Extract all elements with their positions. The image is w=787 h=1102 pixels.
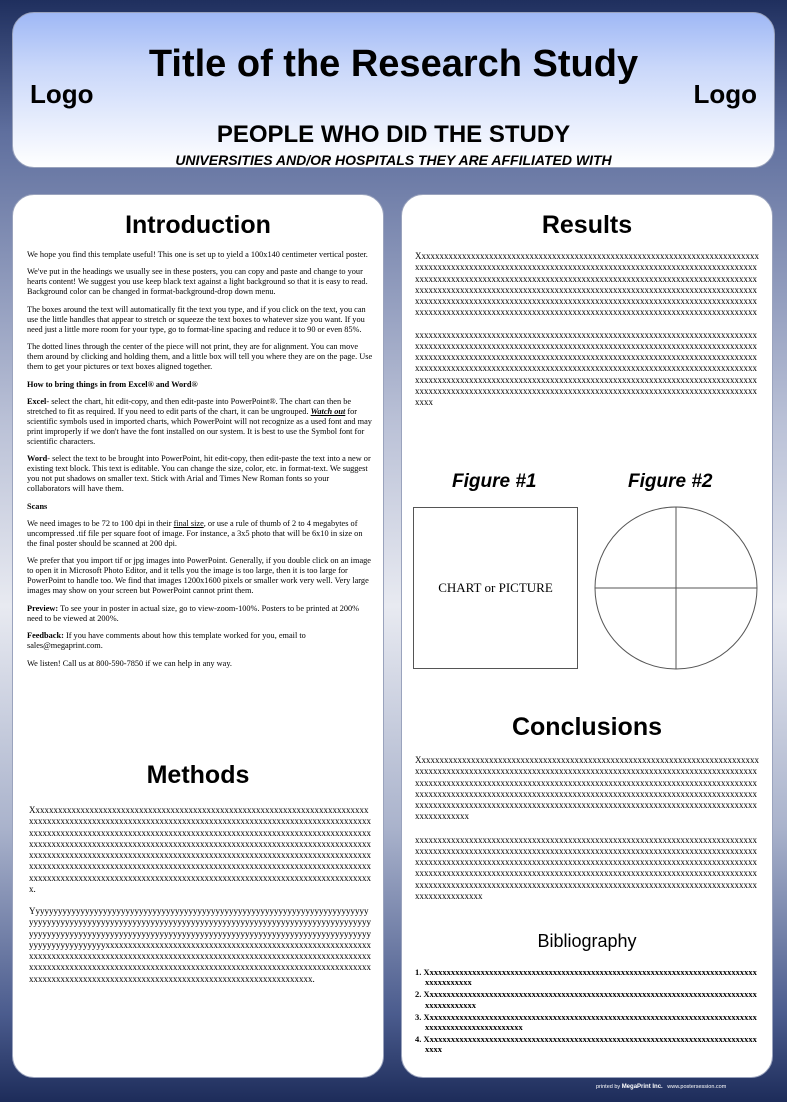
introduction-heading: Introduction [125,211,271,239]
bibliography-item: 1. Xxxxxxxxxxxxxxxxxxxxxxxxxxxxxxxxxxxxxxxxxxxxxxxxxxxxxxxxxxxxxxxxxxxxxxxxxxxxxxxxxxxxxxxxx [415,967,757,988]
results-paragraph: xxxxxxxxxxxxxxxxxxxxxxxxxxxxxxxxxxxxxxxxxxxxxxxxxxxxxxxxxxxxxxxxxxxxxxxxxxxxxxxxxxxxxxxxxxxxxxxxxxxxxxxxxxxxxxxxxxxxxxxxxxxxxxxxxxxxxxxxxxxxxxxxxxxxxxxxxxxxxxxxxxxxxxxxxxxxxxxxxxxxxxxxxxxxxxxxxxxxxxxxxxxxxxxxxxxxxxxxxxxxxxxxxxxxxxxxxxxxxxxxxxxxxxxxxxxxxxxxxxxxxxxxxxxxxxxxxxxxxxxxxxxxxxxxxxxxxxxxxxxxxxxxxxxxxxxxxxxxxxxxxxxxxxxxxxxxxxxxxxxxxxxxxxxxxxxxxxxxxxxxxxxxxxxxxxxxxxxxxxxxxxxxxxxxxxxxxxxxxxxxxxxxxxxxxxxxxxxxxxxxxxxxxxxxxxxxxxxxxxxxxxxxxxxxxxxxxxxxxxxx [415,329,757,407]
intro-subheading [27,380,373,390]
authors: PEOPLE WHO DID THE STUDY [216,121,571,148]
final-size-text: final size [173,519,204,529]
bibliography-list [415,967,759,1057]
intro-paragraph: We hope you find this template useful! This one is set up to yield a 100x140 centimeter vertical poster. [27,250,368,259]
results-body [415,251,759,419]
excel-text-b: for scientific symbols used in imported charts, which PowerPoint will not recognize as a used font and may print improperly if we don't have the font installed on our system. It is best to use the Symbol font for scientific characters. [27,406,372,446]
header-panel [12,12,775,168]
watch-out-text: Watch out [310,406,346,416]
feedback-text: If you have comments about how this template worked for you, email to sales@megaprint.com. [27,631,306,651]
intro-paragraph: The dotted lines through the center of the piece will not print, they are for alignment. You can move them around by clicking and holding them, and a little box will tell you where they are on the page. Use them to get your pictures or text boxes aligned together. [27,342,373,372]
excel-word-subheading: How to bring things in from Excel® and Word® [27,379,198,389]
figure-1-placeholder [413,507,578,669]
conclusions-body [415,755,759,914]
methods-paragraph: Xxxxxxxxxxxxxxxxxxxxxxxxxxxxxxxxxxxxxxxxxxxxxxxxxxxxxxxxxxxxxxxxxxxxxxxxxxxxxxxxxxxxxxxxxxxxxxxxxxxxxxxxxxxxxxxxxxxxxxxxxxxxxxxxxxxxxxxxxxxxxxxxxxxxxxxxxxxxxxxxxxxxxxxxxxxxxxxxxxxxxxxxxxxxxxxxxxxxxxxxxxxxxxxxxxxxxxxxxxxxxxxxxxxxxxxxxxxxxxxxxxxxxxxxxxxxxxxxxxxxxxxxxxxxxxxxxxxxxxxxxxxxxxxxxxxxxxxxxxxxxxxxxxxxxxxxxxxxxxxxxxxxxxxxxxxxxxxxxxxxxxxxxxxxxxxxxxxxxxxxxxxxxxxxxxxxxxxxxxxxxxxxxxxxxxxxxxxxxxxxxxxxxxxxxxxxxxxxxxxxxxxxxxxxxxxxxxxxxxxxxxxxxxxxxxxxxxxxxxxxxxxxxxxxxxxxxxxxxxxxxxxxxxxxxxxxxxxxxxxxxxxxxxxxxxxxxxxxxxxxxxxxxxxxxxxx. [29,805,371,894]
conclusions-paragraph: xxxxxxxxxxxxxxxxxxxxxxxxxxxxxxxxxxxxxxxxxxxxxxxxxxxxxxxxxxxxxxxxxxxxxxxxxxxxxxxxxxxxxxxxxxxxxxxxxxxxxxxxxxxxxxxxxxxxxxxxxxxxxxxxxxxxxxxxxxxxxxxxxxxxxxxxxxxxxxxxxxxxxxxxxxxxxxxxxxxxxxxxxxxxxxxxxxxxxxxxxxxxxxxxxxxxxxxxxxxxxxxxxxxxxxxxxxxxxxxxxxxxxxxxxxxxxxxxxxxxxxxxxxxxxxxxxxxxxxxxxxxxxxxxxxxxxxxxxxxxxxxxxxxxxxxxxxxxxxxxxxxxxxxxxxxxxxxxxxxxxxxxxxxxxxxxxxxxxxxxxxxxxxxxxxxxxxxxxxxxxxxxxxxxxxxxxxx [415,834,757,901]
results-paragraph: Xxxxxxxxxxxxxxxxxxxxxxxxxxxxxxxxxxxxxxxxxxxxxxxxxxxxxxxxxxxxxxxxxxxxxxxxxxxxxxxxxxxxxxxxxxxxxxxxxxxxxxxxxxxxxxxxxxxxxxxxxxxxxxxxxxxxxxxxxxxxxxxxxxxxxxxxxxxxxxxxxxxxxxxxxxxxxxxxxxxxxxxxxxxxxxxxxxxxxxxxxxxxxxxxxxxxxxxxxxxxxxxxxxxxxxxxxxxxxxxxxxxxxxxxxxxxxxxxxxxxxxxxxxxxxxxxxxxxxxxxxxxxxxxxxxxxxxxxxxxxxxxxxxxxxxxxxxxxxxxxxxxxxxxxxxxxxxxxxxxxxxxxxxxxxxxxxxxxxxxxxxxxxxxxxxxxxxxxxxxxxxxxxxxxxxxxxxxxxxxxxxxxxxxxxxxxxxxxxxxxxxxxxxxxxxxxxxxxxxxxxxxxxxxxxxxxxxxx [415,251,759,318]
right-column-panel [401,194,773,1078]
intro-paragraph: We've put in the headings we usually see in these posters, you can copy and paste and change to your hearts content! We suggest you use keep black text against a light background so that it is easy to read. Background color can be changed in format-background-drop down menu. [27,267,368,297]
bibliography-item: 2. Xxxxxxxxxxxxxxxxxxxxxxxxxxxxxxxxxxxxxxxxxxxxxxxxxxxxxxxxxxxxxxxxxxxxxxxxxxxxxxxxxxxxxxxxxx [415,989,757,1010]
excel-label: Excel [27,396,47,406]
preview-label: Preview: [27,603,59,613]
figure-1-label: Figure #1 [452,471,537,492]
logo-right: Logo [693,79,757,109]
methods-heading: Methods [146,761,250,789]
results-heading: Results [541,211,633,239]
footer-credit [596,1084,726,1090]
bibliography-heading: Bibliography [537,931,637,951]
affiliations: UNIVERSITIES AND/OR HOSPITALS THEY ARE AFFILIATED WITH [175,152,612,168]
figure-2-pie-placeholder [593,506,759,670]
scans-subheading: Scans [27,501,48,511]
word-text: - select the text to be brought into PowerPoint, hit edit-copy, then edit-paste the text into a new or existing text block. This text is editable. You can change the size, color, etc. in format-text. We suggest you not put shadows on smaller text. Stick with Arial and Times New Roman fonts so your collaborators will have them. [27,454,371,494]
intro-paragraph-excel [27,397,373,447]
preview-text: To see your in poster in actual size, go to view-zoom-100%. Posters to be printed at 200% need to be viewed at 200%. [27,603,360,623]
figure-1-placeholder-text: CHART or PICTURE [438,580,553,595]
methods-paragraph: Yyyyyyyyyyyyyyyyyyyyyyyyyyyyyyyyyyyyyyyyyyyyyyyyyyyyyyyyyyyyyyyyyyyyyyyyyyyyyyyyyyyyyyyyyyyyyyyyyyyyyyyyyyyyyyyyyyyyyyyyyyyyyyyyyyyyyyyyyyyyyyyyyyyyyyyyyyyyyyyyyyyyyyyyyyyyyyyyyyyyyyyyyyyyyyyyyyyyyyyyyyyyyyyyyyyyyyyyyyyyyyyyyyyyyyyyyyyyyyyyyyyyxxxxxxxxxxxxxxxxxxxxxxxxxxxxxxxxxxxxxxxxxxxxxxxxxxxxxxxxxxxxxxxxxxxxxxxxxxxxxxxxxxxxxxxxxxxxxxxxxxxxxxxxxxxxxxxxxxxxxxxxxxxxxxxxxxxxxxxxxxxxxxxxxxxxxxxxxxxxxxxxxxxxxxxxxxxxxxxxxxxxxxxxxxxxxxxxxxxxxxxxxxxxxxxxxxxxxxxxxxxxxxxxxxxxxxxxxxxxxxxxxxxxxxxxxxxxxxxxxxxxxxxxxxxxxxxxxx. [29,906,371,984]
poster-title: Title of the Research Study [148,43,639,85]
bibliography-item: 4. Xxxxxxxxxxxxxxxxxxxxxxxxxxxxxxxxxxxxxxxxxxxxxxxxxxxxxxxxxxxxxxxxxxxxxxxxxxxxxxxxxx [415,1034,757,1055]
intro-paragraph: We listen! Call us at 800-590-7850 if we can help in any way. [27,658,233,668]
intro-paragraph-preview [27,604,373,624]
intro-paragraph: The boxes around the text will automatically fit the text you type, and if you click on the text, you can use the little handles that appear to stretch or squeeze the text boxes to whatever size you want. If you need just a little more room for your type, go to format-line spacing and reduce it to 90 or even 85%. [27,304,366,334]
word-label: Word [27,454,48,464]
footer-site: www.postersession.com [667,1084,727,1090]
intro-paragraph-scans [27,519,373,549]
conclusions-paragraph: Xxxxxxxxxxxxxxxxxxxxxxxxxxxxxxxxxxxxxxxxxxxxxxxxxxxxxxxxxxxxxxxxxxxxxxxxxxxxxxxxxxxxxxxxxxxxxxxxxxxxxxxxxxxxxxxxxxxxxxxxxxxxxxxxxxxxxxxxxxxxxxxxxxxxxxxxxxxxxxxxxxxxxxxxxxxxxxxxxxxxxxxxxxxxxxxxxxxxxxxxxxxxxxxxxxxxxxxxxxxxxxxxxxxxxxxxxxxxxxxxxxxxxxxxxxxxxxxxxxxxxxxxxxxxxxxxxxxxxxxxxxxxxxxxxxxxxxxxxxxxxxxxxxxxxxxxxxxxxxxxxxxxxxxxxxxxxxxxxxxxxxxxxxxxxxxxxxxxxxxxxxxxxxxxxxxxxxxxxxxxxxxxxxxxxxxx [415,755,759,822]
feedback-label: Feedback: [27,631,64,641]
intro-subheading [27,502,373,512]
introduction-body [27,250,373,676]
bibliography-item: 3. Xxxxxxxxxxxxxxxxxxxxxxxxxxxxxxxxxxxxxxxxxxxxxxxxxxxxxxxxxxxxxxxxxxxxxxxxxxxxxxxxxxxxxxxxxxxxxxxxxxxxx [415,1011,757,1032]
intro-paragraph: We prefer that you import tif or jpg images into PowerPoint. Generally, if you double click on an image to open it in Microsoft Photo Editor, and it tells you the image is too large, then it is too large for PowerPoint to handle too. We find that images 1200x1600 pixels or smaller work very well. Very large images may show on your screen but PowerPoint cannot print them. [27,556,371,596]
intro-paragraph-word [27,454,373,494]
logo-left: Logo [30,79,94,109]
left-column-panel [12,194,384,1078]
footer-brand: MegaPrint Inc. [621,1084,663,1090]
scans-text-b: , or use a rule of thumb of 2 to 4 megabytes of uncompressed .tif file per square foot of image. For instance, a 3x5 photo that will be 6x10 in size on the final poster should be scanned at 200 dpi. [27,519,363,548]
figure-2-label: Figure #2 [628,471,713,492]
methods-body [29,805,371,996]
intro-paragraph-feedback [27,631,373,651]
conclusions-heading: Conclusions [511,713,662,741]
excel-text-a: - select the chart, hit edit-copy, and then edit-paste into PowerPoint®. The chart can then be stretched to fit as required. If you need to edit parts of the chart, it can be ungrouped. [27,396,352,416]
footer-printed-by: printed by [596,1084,621,1090]
scans-text-a: We need images to be 72 to 100 dpi in their [27,519,174,529]
